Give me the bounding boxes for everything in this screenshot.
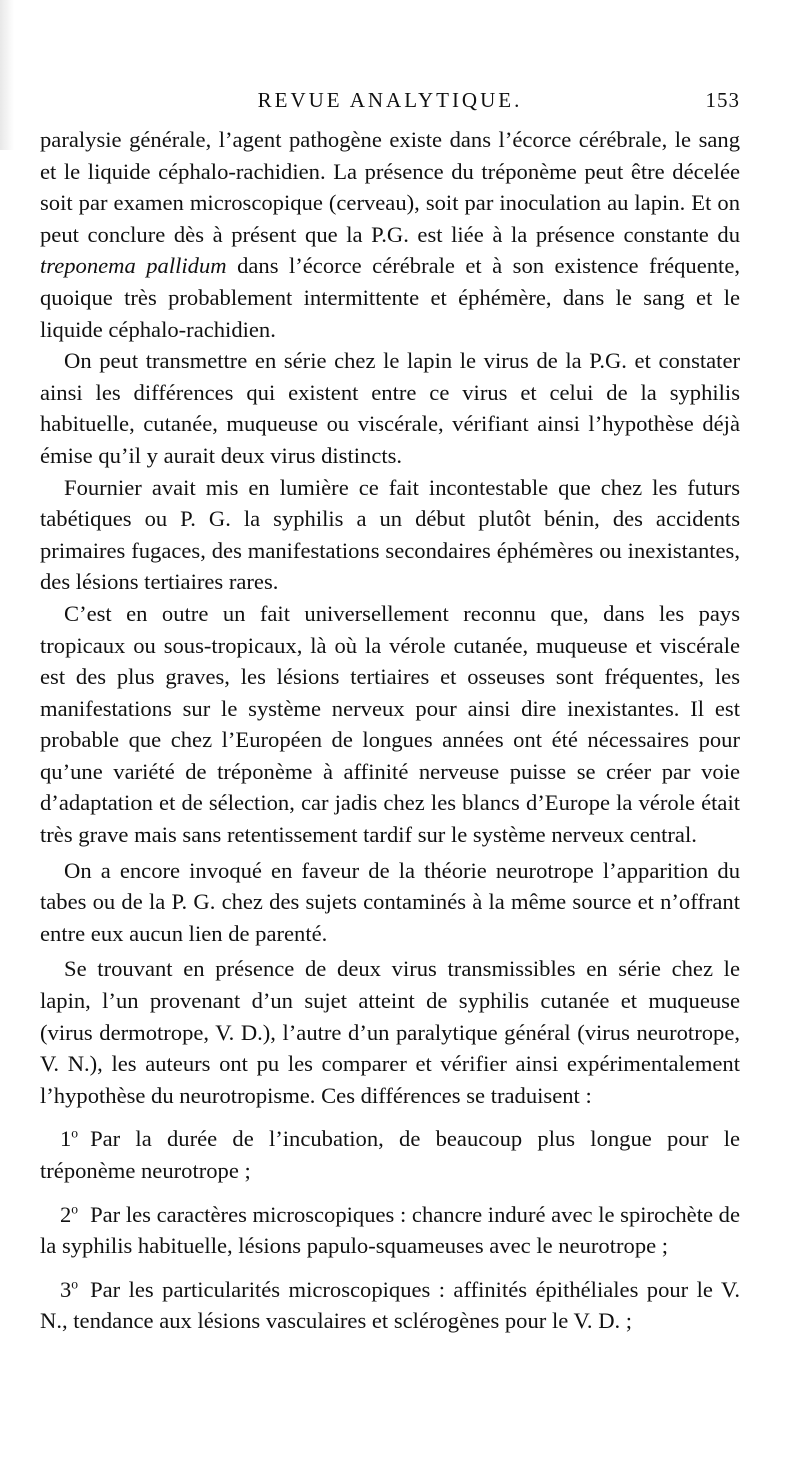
page-header — [40, 88, 740, 118]
list-item-1 — [40, 1123, 740, 1186]
paragraph-1 — [40, 124, 740, 345]
paragraph-5: On a encore invoqué en faveur de la théorie neurotrope l’apparition du tabes ou de la P. G. chez des sujets contaminés à la même source et n’offrant entre eux aucun lien de parenté. — [40, 857, 740, 946]
running-title: REVUE ANALYTIQUE. — [257, 88, 523, 112]
paragraph-1-italic-term: treponema pallidum — [40, 253, 227, 279]
list-item-2-number — [60, 1202, 78, 1227]
list-item-2 — [40, 1199, 740, 1262]
list-item-1-ordinal: o — [71, 1125, 79, 1141]
paragraph-2: On peut transmettre en série chez le lapin le virus de la P.G. et constater ainsi les différences qui existent entre ce virus et celui de la syphilis habituelle, cutanée, muqueuse ou viscérale, vérifiant ainsi l’hypothèse déjà émise qu’il y aurait deux virus distincts. — [40, 348, 740, 468]
article-body — [40, 124, 740, 1337]
paragraph-6: Se trouvant en présence de deux virus transmissibles en série chez le lapin, l’un provenant d’un sujet atteint de syphilis cutanée et muqueuse (virus dermotrope, V. D.), l’autre d’un paralytique général (virus neurotrope, V. N.), les auteurs ont pu les comparer et vérifier ainsi expérimentalement l’hypothèse du neurotropisme. Ces différences se traduisent : — [40, 956, 740, 1108]
paragraph-4: C’est en outre un fait universellement reconnu que, dans les pays tropicaux ou sous-tropicaux, là où la vérole cutanée, muqueuse et viscérale est des plus graves, les lésions tertiaires et osseuses sont fréquentes, les manifestations sur le système nerveux pour ainsi dire inexistantes. Il est probable que chez l’Européen de longues années ont été nécessaires pour qu’une variété de tréponème à affinité nerveuse puisse se créer par voie d’adaptation et de sélection, car jadis chez les blancs d’Europe la vérole était très grave mais sans retentissement tardif sur le système nerveux central. — [40, 600, 740, 848]
paragraph-1-text-a: paralysie générale, l’agent pathogène existe dans l’écorce cérébrale, le sang et le liquide céphalo-rachidien. La présence du tréponème peut être décelée soit par examen microscopique (cerveau), soit par inoculation au lapin. Et on peut conclure dès à présent que la P.G. est liée à la présence constante du — [40, 127, 740, 247]
list-item-2-text: Par les caractères microscopiques : chancre induré avec le spirochète de la syphilis habituelle, lésions papulo-squameuses avec le neurotrope ; — [40, 1201, 740, 1259]
list-item-1-text: Par la durée de l’incubation, de beaucoup plus longue pour le tréponème neurotrope ; — [40, 1126, 740, 1183]
list-item-1-number — [60, 1126, 78, 1151]
list-item-2-ordinal: o — [71, 1201, 79, 1217]
list-item-2-digit: 2 — [60, 1201, 72, 1227]
paragraph-3: Fournier avait mis en lumière ce fait incontestable que chez les futurs tabétiques ou P. G. la syphilis a un début plutôt bénin, des accidents primaires fugaces, des manifestations secondaires éphémères ou inexistantes, des lésions tertiaires rares. — [40, 474, 740, 595]
list-item-3-number — [60, 1277, 78, 1302]
list-item-3 — [40, 1274, 740, 1337]
list-item-3-text: Par les particularités microscopiques : affinités épithéliales pour le V. N., tendance aux lésions vasculaires et sclérogènes pour le V. D. ; — [40, 1276, 740, 1334]
paragraph-1-text-b: dans l’écorce cérébrale et à son existence fréquente, quoique très probablement intermittente et éphémère, dans le sang et le liquide céphalo-rachidien. — [40, 253, 741, 342]
list-item-1-digit: 1 — [60, 1126, 72, 1152]
page-number: 153 — [705, 88, 740, 112]
scan-margin-shadow — [0, 0, 14, 150]
list-item-3-digit: 3 — [60, 1276, 72, 1302]
list-item-3-ordinal: o — [71, 1276, 79, 1292]
